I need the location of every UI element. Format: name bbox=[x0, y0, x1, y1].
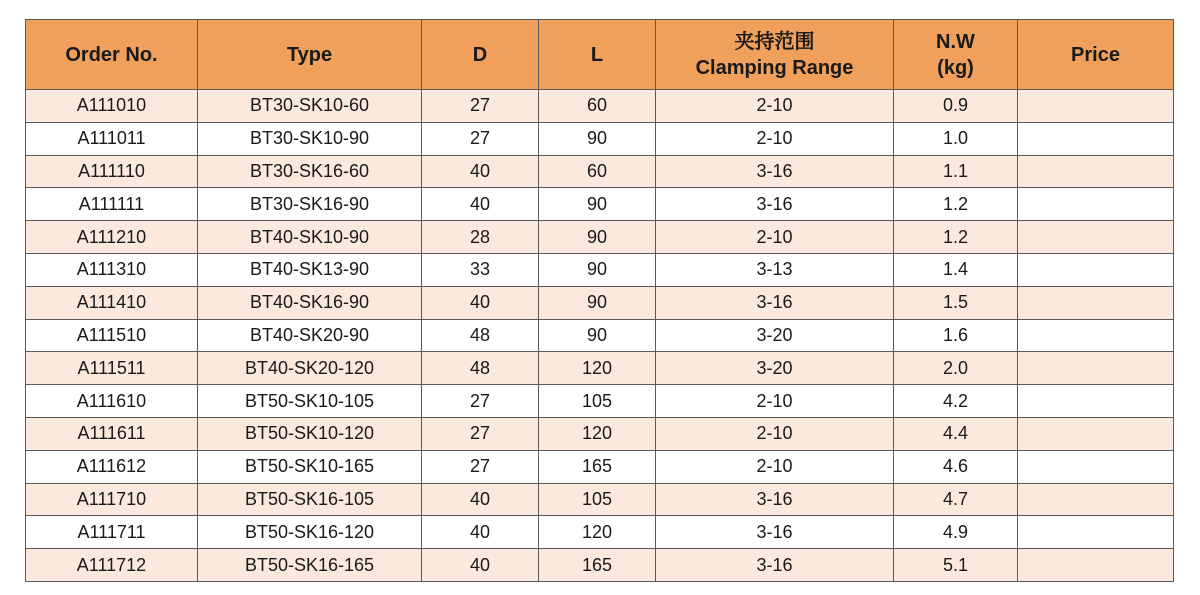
cell-d: 27 bbox=[422, 450, 539, 483]
cell-order-no: A111611 bbox=[26, 417, 198, 450]
cell-type: BT50-SK16-105 bbox=[198, 483, 422, 516]
header-clamping-range bbox=[656, 20, 894, 90]
cell-l: 90 bbox=[539, 253, 656, 286]
cell-d: 48 bbox=[422, 319, 539, 352]
header-row bbox=[26, 20, 1174, 90]
cell-price bbox=[1018, 221, 1174, 254]
table-row bbox=[26, 549, 1174, 582]
cell-order-no: A111110 bbox=[26, 155, 198, 188]
table-row bbox=[26, 122, 1174, 155]
cell-type: BT30-SK16-90 bbox=[198, 188, 422, 221]
cell-type: BT30-SK16-60 bbox=[198, 155, 422, 188]
header-net-weight-unit: (kg) bbox=[937, 56, 974, 79]
cell-l: 165 bbox=[539, 549, 656, 582]
table-row bbox=[26, 253, 1174, 286]
cell-d: 27 bbox=[422, 90, 539, 123]
cell-clamping-range: 2-10 bbox=[656, 221, 894, 254]
header-clamping-range-en: Clamping Range bbox=[695, 56, 854, 79]
table-row bbox=[26, 155, 1174, 188]
cell-net-weight: 1.2 bbox=[894, 221, 1018, 254]
cell-net-weight: 0.9 bbox=[894, 90, 1018, 123]
cell-order-no: A111510 bbox=[26, 319, 198, 352]
cell-type: BT30-SK10-90 bbox=[198, 122, 422, 155]
table-row bbox=[26, 286, 1174, 319]
cell-price bbox=[1018, 483, 1174, 516]
cell-net-weight: 1.6 bbox=[894, 319, 1018, 352]
cell-price bbox=[1018, 549, 1174, 582]
cell-clamping-range: 3-20 bbox=[656, 319, 894, 352]
cell-price bbox=[1018, 352, 1174, 385]
cell-l: 120 bbox=[539, 417, 656, 450]
cell-d: 40 bbox=[422, 516, 539, 549]
cell-price bbox=[1018, 450, 1174, 483]
table-row bbox=[26, 221, 1174, 254]
cell-clamping-range: 3-16 bbox=[656, 549, 894, 582]
cell-order-no: A111310 bbox=[26, 253, 198, 286]
cell-l: 165 bbox=[539, 450, 656, 483]
cell-order-no: A111712 bbox=[26, 549, 198, 582]
cell-l: 120 bbox=[539, 352, 656, 385]
cell-d: 28 bbox=[422, 221, 539, 254]
cell-clamping-range: 3-16 bbox=[656, 155, 894, 188]
table-header bbox=[26, 20, 1174, 90]
cell-clamping-range: 3-13 bbox=[656, 253, 894, 286]
cell-type: BT50-SK10-165 bbox=[198, 450, 422, 483]
cell-price bbox=[1018, 155, 1174, 188]
cell-type: BT40-SK10-90 bbox=[198, 221, 422, 254]
product-spec-table bbox=[25, 19, 1174, 582]
cell-d: 27 bbox=[422, 417, 539, 450]
cell-clamping-range: 3-16 bbox=[656, 483, 894, 516]
cell-clamping-range: 3-16 bbox=[656, 516, 894, 549]
header-clamping-range-zh: 夹持范围 bbox=[734, 30, 815, 53]
cell-type: BT40-SK13-90 bbox=[198, 253, 422, 286]
cell-price bbox=[1018, 286, 1174, 319]
cell-net-weight: 1.2 bbox=[894, 188, 1018, 221]
cell-d: 40 bbox=[422, 483, 539, 516]
cell-order-no: A111410 bbox=[26, 286, 198, 319]
cell-type: BT50-SK16-165 bbox=[198, 549, 422, 582]
cell-l: 60 bbox=[539, 90, 656, 123]
table-row bbox=[26, 417, 1174, 450]
cell-d: 33 bbox=[422, 253, 539, 286]
cell-clamping-range: 2-10 bbox=[656, 450, 894, 483]
cell-type: BT30-SK10-60 bbox=[198, 90, 422, 123]
cell-net-weight: 4.9 bbox=[894, 516, 1018, 549]
cell-net-weight: 4.6 bbox=[894, 450, 1018, 483]
table-row bbox=[26, 319, 1174, 352]
cell-price bbox=[1018, 90, 1174, 123]
cell-net-weight: 5.1 bbox=[894, 549, 1018, 582]
cell-d: 27 bbox=[422, 122, 539, 155]
cell-type: BT50-SK10-105 bbox=[198, 385, 422, 418]
cell-type: BT40-SK16-90 bbox=[198, 286, 422, 319]
cell-clamping-range: 3-16 bbox=[656, 188, 894, 221]
cell-d: 40 bbox=[422, 188, 539, 221]
cell-type: BT50-SK10-120 bbox=[198, 417, 422, 450]
cell-order-no: A111610 bbox=[26, 385, 198, 418]
cell-d: 40 bbox=[422, 286, 539, 319]
cell-l: 105 bbox=[539, 483, 656, 516]
cell-clamping-range: 2-10 bbox=[656, 90, 894, 123]
cell-price bbox=[1018, 319, 1174, 352]
cell-order-no: A111711 bbox=[26, 516, 198, 549]
header-price: Price bbox=[1018, 20, 1174, 90]
cell-clamping-range: 3-16 bbox=[656, 286, 894, 319]
cell-l: 90 bbox=[539, 122, 656, 155]
cell-d: 48 bbox=[422, 352, 539, 385]
table-row bbox=[26, 516, 1174, 549]
header-net-weight bbox=[894, 20, 1018, 90]
cell-price bbox=[1018, 188, 1174, 221]
cell-net-weight: 1.5 bbox=[894, 286, 1018, 319]
cell-order-no: A111210 bbox=[26, 221, 198, 254]
cell-net-weight: 4.7 bbox=[894, 483, 1018, 516]
cell-net-weight: 1.4 bbox=[894, 253, 1018, 286]
cell-order-no: A111612 bbox=[26, 450, 198, 483]
cell-clamping-range: 2-10 bbox=[656, 417, 894, 450]
cell-price bbox=[1018, 122, 1174, 155]
table-row bbox=[26, 90, 1174, 123]
cell-clamping-range: 3-20 bbox=[656, 352, 894, 385]
header-order-no: Order No. bbox=[26, 20, 198, 90]
cell-order-no: A111011 bbox=[26, 122, 198, 155]
cell-clamping-range: 2-10 bbox=[656, 122, 894, 155]
cell-l: 105 bbox=[539, 385, 656, 418]
cell-price bbox=[1018, 417, 1174, 450]
cell-l: 90 bbox=[539, 188, 656, 221]
cell-d: 40 bbox=[422, 549, 539, 582]
cell-type: BT40-SK20-90 bbox=[198, 319, 422, 352]
header-d: D bbox=[422, 20, 539, 90]
product-table-container bbox=[25, 19, 1173, 582]
cell-l: 90 bbox=[539, 221, 656, 254]
cell-order-no: A111010 bbox=[26, 90, 198, 123]
cell-net-weight: 4.2 bbox=[894, 385, 1018, 418]
cell-l: 120 bbox=[539, 516, 656, 549]
table-row bbox=[26, 385, 1174, 418]
header-net-weight-label: N.W bbox=[936, 30, 975, 53]
cell-net-weight: 1.1 bbox=[894, 155, 1018, 188]
table-row bbox=[26, 483, 1174, 516]
cell-net-weight: 1.0 bbox=[894, 122, 1018, 155]
cell-net-weight: 2.0 bbox=[894, 352, 1018, 385]
cell-d: 27 bbox=[422, 385, 539, 418]
cell-type: BT40-SK20-120 bbox=[198, 352, 422, 385]
cell-d: 40 bbox=[422, 155, 539, 188]
cell-price bbox=[1018, 253, 1174, 286]
header-type: Type bbox=[198, 20, 422, 90]
cell-price bbox=[1018, 385, 1174, 418]
table-row bbox=[26, 450, 1174, 483]
cell-type: BT50-SK16-120 bbox=[198, 516, 422, 549]
cell-order-no: A111710 bbox=[26, 483, 198, 516]
header-l: L bbox=[539, 20, 656, 90]
cell-l: 90 bbox=[539, 319, 656, 352]
table-row bbox=[26, 352, 1174, 385]
table-row bbox=[26, 188, 1174, 221]
cell-order-no: A111511 bbox=[26, 352, 198, 385]
cell-l: 90 bbox=[539, 286, 656, 319]
table-body bbox=[26, 90, 1174, 582]
cell-order-no: A111111 bbox=[26, 188, 198, 221]
cell-net-weight: 4.4 bbox=[894, 417, 1018, 450]
cell-price bbox=[1018, 516, 1174, 549]
cell-clamping-range: 2-10 bbox=[656, 385, 894, 418]
cell-l: 60 bbox=[539, 155, 656, 188]
